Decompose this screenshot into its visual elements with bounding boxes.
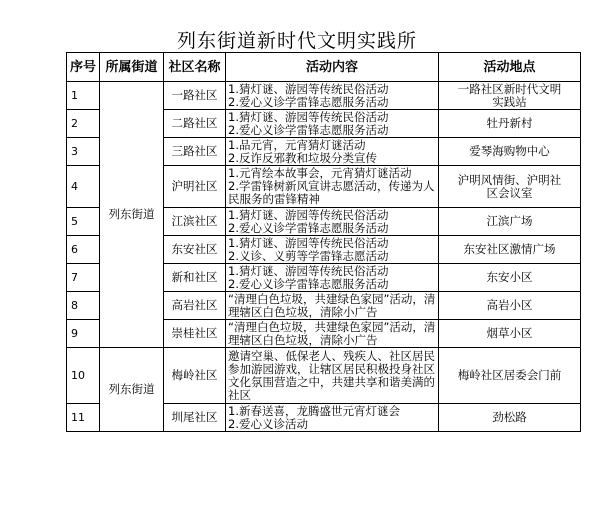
content-line: 2.反诈反邪教和垃圾分类宣传 (228, 150, 377, 165)
community-cell: 二路社区 (164, 110, 226, 138)
header-number: 序号 (67, 53, 100, 82)
content-cell (226, 236, 439, 264)
table-row (67, 348, 581, 404)
location-cell (439, 292, 581, 320)
header-row (67, 53, 581, 82)
location-cell (439, 320, 581, 348)
street-cell: 列东街道 (100, 348, 164, 432)
header-street: 所属街道 (100, 53, 164, 82)
header-community: 社区名称 (164, 53, 226, 82)
community-cell: 新和社区 (164, 264, 226, 292)
content-line: 2.爱心义诊学雷锋志愿服务活动 (228, 276, 389, 291)
content-line: 1.猜灯谜、游园等传统民俗活动 (228, 81, 389, 96)
community-cell: 三路社区 (164, 138, 226, 166)
community-cell: 梅岭社区 (164, 348, 226, 404)
content-line: 邀请空巢、低保老人、残疾人、社区居民 (228, 348, 435, 363)
row-number: 10 (67, 348, 100, 404)
row-number: 2 (67, 110, 100, 138)
content-cell (226, 264, 439, 292)
content-cell (226, 404, 439, 432)
community-cell: 崇桂社区 (164, 320, 226, 348)
content-line: 2.爱心义诊学雷锋志愿服务活动 (228, 122, 389, 137)
content-line: 社区 (228, 387, 251, 402)
content-line: 1.猜灯谜、游园等传统民俗活动 (228, 109, 389, 124)
row-number: 11 (67, 404, 100, 432)
content-line: 理辖区白色垃圾，清除小广告 (228, 304, 378, 319)
content-cell (226, 110, 439, 138)
community-cell: 高岩社区 (164, 292, 226, 320)
content-line: 1.元宵绘本故事会，元宵猜灯谜活动 (228, 166, 412, 180)
location-cell (439, 236, 581, 264)
location-line: 爱琴海购物中心 (469, 144, 550, 158)
location-cell (439, 166, 581, 208)
content-line: 2.爱心义诊学雷锋志愿服务活动 (228, 220, 389, 235)
location-line: 实践站 (492, 94, 527, 109)
row-number: 8 (67, 292, 100, 320)
community-cell: 东安社区 (164, 236, 226, 264)
content-cell (226, 320, 439, 348)
content-cell (226, 138, 439, 166)
document-title: 列东街道新时代文明实践所 (176, 30, 417, 52)
content-line: 2.爱心义诊学雷锋志愿服务活动 (228, 94, 389, 109)
content-cell (226, 292, 439, 320)
content-line: 2.学雷锋树新风宣讲志愿活动，传递为人 (228, 179, 435, 193)
community-cell: 一路社区 (164, 82, 226, 110)
content-line: 1.猜灯谜、游园等传统民俗活动 (228, 207, 389, 222)
table-body (67, 82, 581, 432)
header-content: 活动内容 (226, 53, 439, 82)
content-line: 参加游园游戏，让辖区居民积极投身社区 (228, 361, 435, 376)
content-line: 2.义诊、义剪等学雷锋志愿活动 (228, 248, 389, 263)
location-line: 劲松路 (492, 410, 527, 424)
location-line: 梅岭社区居委会门前 (457, 368, 562, 382)
row-number: 6 (67, 236, 100, 264)
content-line: 1.新春送喜，龙腾盛世元宵灯谜会 (228, 403, 400, 418)
row-number: 1 (67, 82, 100, 110)
content-cell (226, 348, 439, 404)
content-line: “清理白色垃圾，共建绿色家园”活动，清 (228, 319, 436, 334)
table-row (67, 82, 581, 110)
content-line: 1.品元宵，元宵猜灯谜活动 (228, 137, 366, 152)
location-line: 烟草小区 (486, 326, 533, 340)
content-cell (226, 208, 439, 236)
location-line: 一路社区新时代文明 (457, 81, 562, 96)
location-line: 高岩小区 (486, 298, 533, 312)
location-line: 东安小区 (486, 270, 533, 284)
location-line: 江滨广场 (486, 214, 533, 228)
location-cell (439, 264, 581, 292)
content-line: 1.猜灯谜、游园等传统民俗活动 (228, 263, 389, 278)
location-cell (439, 110, 581, 138)
location-cell (439, 348, 581, 404)
content-line: 理辖区白色垃圾，清除小广告 (228, 332, 378, 347)
location-cell (439, 208, 581, 236)
row-number: 5 (67, 208, 100, 236)
street-cell: 列东街道 (100, 82, 164, 348)
location-cell (439, 82, 581, 110)
content-line: “清理白色垃圾，共建绿色家园”活动，清 (228, 291, 436, 306)
row-number: 4 (67, 166, 100, 208)
row-number: 3 (67, 138, 100, 166)
content-line: 民服务的雷锋精神 (228, 192, 320, 206)
location-line: 沪明风情街、沪明社 (457, 172, 562, 187)
community-cell: 圳尾社区 (164, 404, 226, 432)
row-number: 7 (67, 264, 100, 292)
location-line: 区会议室 (486, 185, 533, 200)
content-cell (226, 82, 439, 110)
row-number: 9 (67, 320, 100, 348)
location-line: 东安社区激情广场 (463, 242, 556, 256)
community-cell: 江滨社区 (164, 208, 226, 236)
location-cell (439, 138, 581, 166)
header-location: 活动地点 (439, 53, 581, 82)
content-line: 1.猜灯谜、游园等传统民俗活动 (228, 235, 389, 250)
content-line: 文化氛围营造之中，共建共享和谐美满的 (228, 374, 435, 389)
location-line: 牡丹新村 (486, 116, 533, 130)
community-cell: 沪明社区 (164, 166, 226, 208)
content-cell (226, 166, 439, 208)
location-cell (439, 404, 581, 432)
content-line: 2.爱心义诊活动 (228, 416, 308, 431)
activity-table (66, 52, 581, 432)
